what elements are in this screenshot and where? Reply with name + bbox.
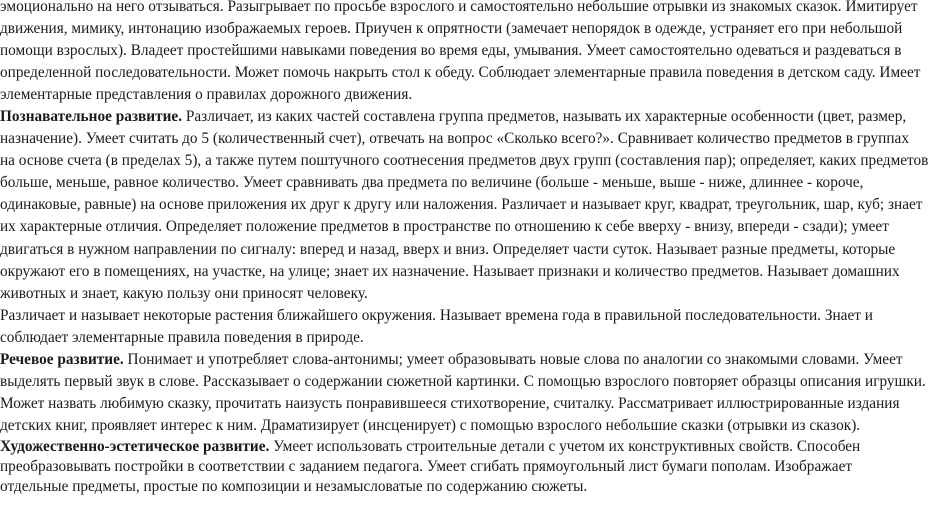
- text-line: [0, 150, 928, 172]
- text-line: [0, 0, 918, 18]
- text-line: [0, 194, 923, 216]
- text-line: [0, 84, 816, 106]
- line-text: Понимает и употребляет слова-антонимы; умеет образовывать новые слова по аналогии со знакомыми словами. Умеет: [123, 350, 903, 368]
- text-line: [0, 477, 816, 497]
- line-text: окружают его в помещениях, на участке, на улице; знает их назначение. Называет признаки и количество предметов. Называет домашних: [0, 262, 900, 280]
- text-line: [0, 437, 861, 457]
- line-text: движения, мимику, интонацию изображаемых героев. Приучен к опрятности (замечает непорядок в одежде, устраняет его при небольшой: [0, 20, 903, 38]
- line-text: элементарные представления о правилах дорожного движения.: [0, 86, 413, 104]
- text-line: [0, 106, 907, 128]
- text-line: [0, 457, 853, 477]
- line-text: Умеет использовать строительные детали с учетом их конструктивных свойств. Способен: [269, 437, 861, 455]
- line-text: помощи взрослых). Владеет простейшими навыками поведения во время еды, умывания. Умеет самостоятельно одеваться и раздеваться в: [0, 42, 902, 60]
- text-line: [0, 128, 909, 150]
- section-heading: Речевое развитие.: [0, 350, 124, 368]
- line-text: Может назвать любимую сказку, прочитать наизусть понравившееся стихотворение, считалку. Рассматривает иллюстрированные издания: [0, 394, 900, 412]
- text-line: [0, 62, 921, 84]
- line-text: одинаковые, равные) на основе приложения их друг к другу или наложения. Различает и называет круг, квадрат, треугольник, шар, куб; знает: [0, 196, 923, 214]
- text-line: [0, 261, 900, 283]
- text-line: [0, 239, 896, 261]
- text-line: [0, 327, 816, 349]
- text-line: [0, 216, 889, 238]
- line-text: двигаться в нужном направлении по сигналу: вперед и назад, вверх и вниз. Определяет части суток. Называет разные предметы, которые: [0, 240, 896, 258]
- line-text: их характерные отличия. Определяет положение предметов в пространстве по отношению к себе вверху - внизу, впереди - сзади); умеет: [0, 218, 889, 236]
- line-text: выделять первый звук в слове. Рассказывает о содержании сюжетной картинки. С помощью взрослого повторяет образцы описания игрушки.: [0, 372, 926, 390]
- line-text: Различает, из каких частей составлена группа предметов, называть их характерные особенности (цвет, размер,: [182, 108, 907, 126]
- line-text: Различает и называет некоторые растения ближайшего окружения. Называет времена года в правильной последовательности. Знает и: [0, 306, 873, 324]
- line-text: определенной последовательности. Может помочь накрыть стол к обеду. Соблюдает элементарные правила поведения в детском саду. Имеет: [0, 64, 921, 82]
- section-heading: Познавательное развитие.: [0, 108, 183, 126]
- section-heading: Художественно-эстетическое развитие.: [0, 437, 270, 455]
- text-line: [0, 393, 900, 415]
- text-line: [0, 415, 861, 437]
- text-line: [0, 305, 873, 327]
- line-text: детских книг, проявляет интерес к ним. Драматизирует (инсценирует) с помощью взрослого небольшие сказки (отрывки из сказок).: [0, 416, 861, 434]
- line-text: преобразовывать постройки в соответствии с заданием педагога. Умеет сгибать прямоугольный лист бумаги пополам. Изображает: [0, 457, 853, 475]
- text-line: [0, 40, 902, 62]
- line-text: отдельные предметы, простые по композиции и незамысловатые по содержанию сюжеты.: [0, 477, 588, 495]
- text-line: [0, 283, 816, 305]
- text-line: [0, 18, 903, 40]
- line-text: назначение). Умеет считать до 5 (количественный счет), отвечать на вопрос «Сколько всего?». Сравнивает количество предметов в группах: [0, 130, 909, 148]
- line-text: на основе счета (в пределах 5), а также путем поштучного соотнесения предметов двух групп (составления пар); определяет, каких предметов: [0, 152, 928, 170]
- text-line: [0, 349, 903, 371]
- line-text: животных и знает, какую пользу они приносят человеку.: [0, 284, 368, 302]
- text-line: [0, 371, 926, 393]
- line-text: больше, меньше, равное количество. Умеет сравнивать два предмета по величине (больше - меньше, выше - ниже, длиннее - короче,: [0, 174, 864, 192]
- line-text: эмоционально на него отзываться. Разыгрывает по просьбе взрослого и самостоятельно небольшие отрывки из знакомых сказок. Имитирует: [0, 0, 918, 15]
- text-line: [0, 172, 864, 194]
- line-text: соблюдает элементарные правила поведения в природе.: [0, 328, 364, 346]
